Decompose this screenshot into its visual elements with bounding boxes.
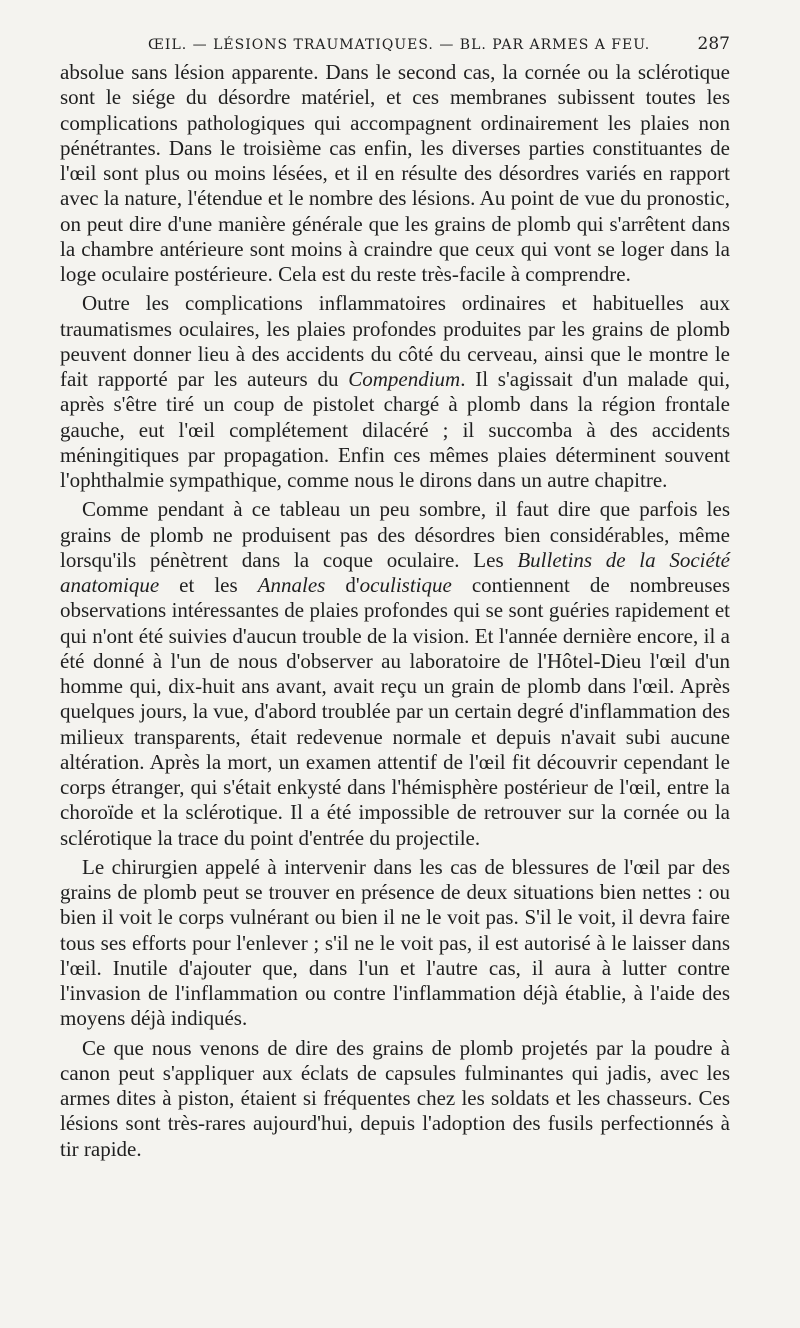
paragraph	[60, 855, 730, 1032]
paragraph	[60, 291, 730, 493]
text-run: et les	[159, 573, 258, 597]
text-run: contiennent de nombreuses observations intéressantes de plaies profondes qui se sont guéries rapidement et qui n'ont été suivies d'aucun trouble de la vision. Et l'année dernière encore, il a été donné à l'un de nous d'observer au laboratoire de l'Hôtel-Dieu l'œil d'un homme qui, dix-huit ans avant, avait reçu un grain de plomb dans l'œil. Après quelques jours, la vue, d'abord troublée par un certain degré d'inflammation des milieux transparents, était redevenue normale et depuis n'avait subi aucune altération. Après la mort, un examen attentif de l'œil fit découvrir cependant le corps étranger, qui s'était enkysté dans l'hémisphère postérieur de l'œil, entre la choroïde et la sclérotique. Il a été impossible de retrouver sur la cornée ou la sclérotique la trace du point d'entrée du projectile.	[60, 573, 730, 850]
text-run: Comme pendant à ce tableau un peu sombre, il faut dire que parfois les grains de plomb ne produisent pas des désordres bien considérables, même lorsqu'ils pénètrent dans la coque oculaire. Les	[60, 497, 730, 572]
italic-text: Bulletins de la Société anatomique	[60, 547, 730, 597]
text-run: Le chirurgien appelé à intervenir dans les cas de blessures de l'œil par des grains de plomb peut se trouver en présence de deux situations bien nettes : ou bien il voit le corps vulnérant ou bien il ne le voit pas. S'il le voit, il devra faire tous ses efforts pour l'enlever ; s'il ne le voit pas, il est autorisé à le laisser dans l'œil. Inutile d'ajouter que, dans l'un et l'autre cas, il aura à lutter contre l'invasion de l'inflammation ou contre l'inflammation déjà établie, à l'aide des moyens déjà indiqués.	[60, 854, 730, 1031]
text-run: Outre les complications inflammatoires ordinaires et habituelles aux traumatismes oculaires, les plaies profondes produites par les grains de plomb peuvent donner lieu à des accidents du côté du cerveau, ainsi que le montre le fait rapporté par les auteurs du	[60, 291, 730, 391]
paragraph	[60, 1036, 730, 1162]
text-run: absolue sans lésion apparente. Dans le second cas, la cornée ou la sclérotique sont le siége du désordre matériel, et ces membranes subissent toutes les complications pathologiques qui accompagnent ordinairement les plaies non pénétrantes. Dans le troisième cas enfin, les diverses parties constituantes de l'œil sont plus ou moins lésées, et il en résulte des désordres variés en rapport avec la nature, l'étendue et le nombre des lésions. Au point de vue du pronostic, on peut dire d'une manière générale que les grains de plomb qui s'arrêtent dans la chambre antérieure sont moins à craindre que ceux qui vont se loger dans la loge oculaire postérieure. Cela est du reste très-facile à comprendre.	[60, 60, 730, 286]
italic-text: Compendium	[348, 367, 461, 391]
italic-text: Annales	[257, 573, 326, 597]
body-text	[60, 60, 730, 1162]
running-head-title: ŒIL. — LÉSIONS TRAUMATIQUES. — BL. PAR ARMES A FEU.	[148, 37, 651, 53]
text-run: Ce que nous venons de dire des grains de plomb projetés par la poudre à canon peut s'appliquer aux éclats de capsules fulminantes qui jadis, avec les armes dites à piston, étaient si fréquentes chez les soldats et les chasseurs. Ces lésions sont très-rares aujourd'hui, depuis l'adoption des fusils perfectionnés à tir rapide.	[60, 1035, 730, 1161]
page-number: 287	[697, 34, 730, 54]
running-head	[148, 34, 730, 54]
paragraph	[60, 60, 730, 287]
italic-text: oculistique	[359, 573, 452, 597]
paragraph	[60, 497, 730, 851]
text-run: d'	[325, 573, 360, 597]
text-run: . Il s'agissait d'un malade qui, après s'être tiré un coup de pistolet chargé à plomb dans la région frontale gauche, eut l'œil complétement dilacéré ; il succomba à des accidents méningitiques par propagation. Enfin ces mêmes plaies déterminent souvent l'ophthalmie sympathique, comme nous le dirons dans un autre chapitre.	[60, 367, 731, 492]
